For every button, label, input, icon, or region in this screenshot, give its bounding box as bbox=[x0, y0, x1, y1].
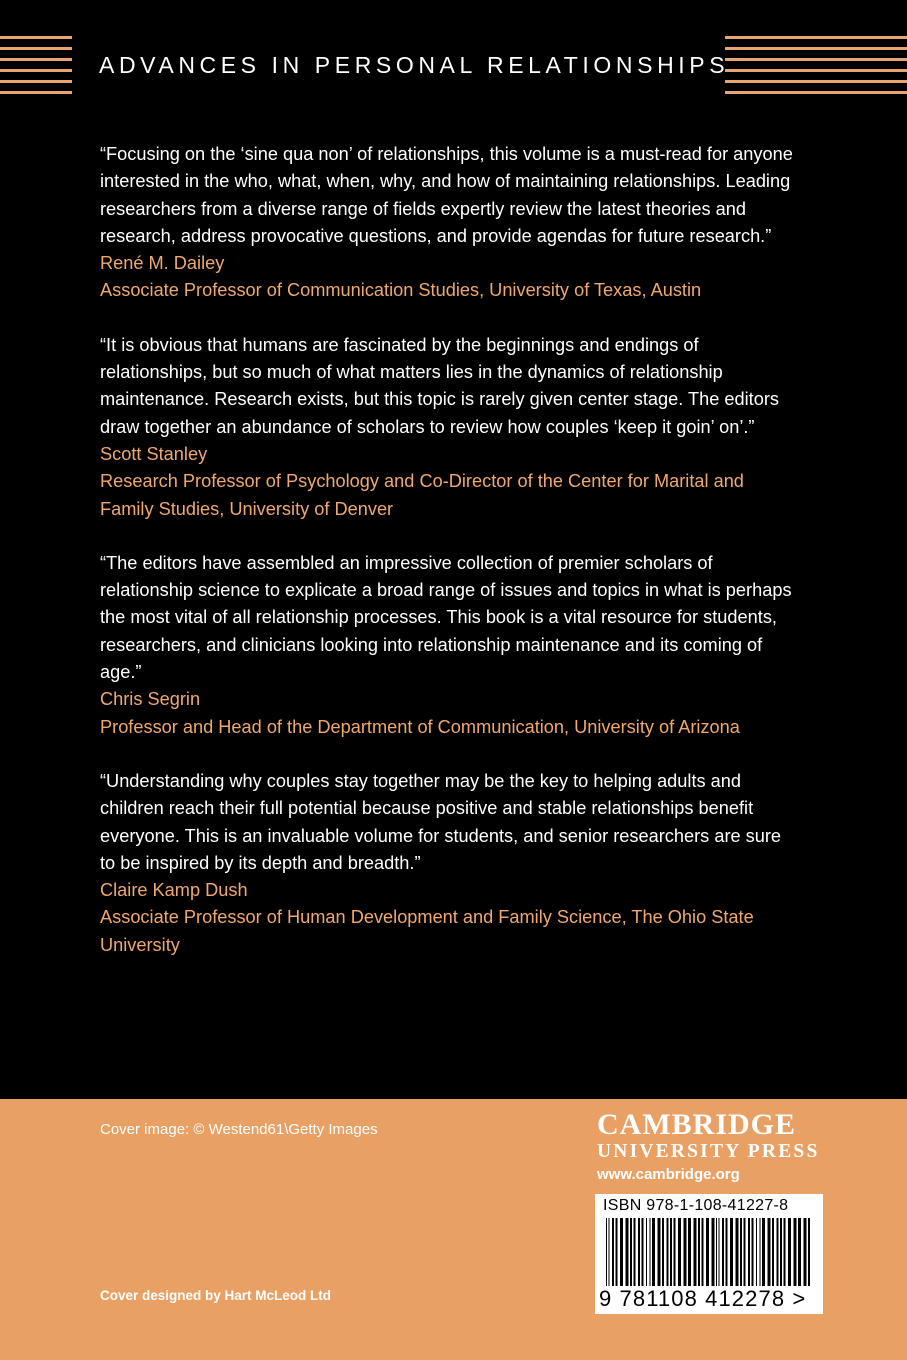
barcode-bar bbox=[616, 1218, 618, 1286]
decorative-stripes-left bbox=[0, 36, 72, 94]
publisher-name: CAMBRIDGE bbox=[597, 1108, 797, 1141]
endorsement bbox=[100, 141, 800, 305]
barcode-bar bbox=[740, 1218, 742, 1286]
publisher-url: www.cambridge.org bbox=[597, 1166, 740, 1183]
barcode-bar bbox=[609, 1218, 610, 1286]
endorsement-quote: “It is obvious that humans are fascinated by the beginnings and endings of relationships, but so much of what matters lies in the dynamics of relationship maintenance. Research exists, but this topic is rarely given center stage. The editors draw together an abundance of scholars to review how couples ‘keep it goin’ on’.” bbox=[100, 334, 780, 437]
barcode-bar bbox=[726, 1218, 728, 1286]
barcode-bar bbox=[772, 1218, 774, 1286]
barcode-bar bbox=[762, 1218, 765, 1286]
endorser-title: Professor and Head of the Department of Communication, University of Arizona bbox=[100, 716, 740, 737]
barcode-bar bbox=[722, 1218, 724, 1286]
barcode-bar bbox=[684, 1218, 687, 1286]
barcode-bar bbox=[650, 1218, 651, 1286]
barcode-bar bbox=[606, 1218, 607, 1286]
barcode-bar bbox=[748, 1218, 750, 1286]
endorser-title: Research Professor of Psychology and Co-Director of the Center for Marital and Family Studies, University of Denver bbox=[100, 471, 744, 519]
barcode-bar bbox=[768, 1218, 771, 1286]
barcode-bar bbox=[702, 1218, 704, 1286]
barcode-bar bbox=[678, 1218, 681, 1286]
barcode-bar bbox=[670, 1218, 672, 1286]
publisher-press: UNIVERSITY PRESS bbox=[597, 1141, 820, 1162]
barcode-bar bbox=[784, 1218, 786, 1286]
publisher-logo bbox=[597, 1109, 827, 1183]
barcode-bar bbox=[658, 1218, 661, 1286]
barcode-bar bbox=[719, 1218, 720, 1286]
barcode-bar bbox=[744, 1218, 746, 1286]
endorsement bbox=[100, 332, 800, 523]
barcode-bar bbox=[798, 1218, 801, 1286]
endorsement-quote: “Focusing on the ‘sine qua non’ of relationships, this volume is a must-read for anyone interested in the who, what, when, why, and how of maintaining relationships. Leading researchers from a diverse range of fields expertly review the latest theories and research, address provocative questions, and provide agendas for future research.” bbox=[100, 144, 793, 246]
barcode-bar bbox=[756, 1218, 757, 1286]
barcode-bar bbox=[780, 1218, 782, 1286]
barcode-bar bbox=[804, 1218, 807, 1286]
barcode-bar bbox=[634, 1218, 636, 1286]
barcode-bar bbox=[612, 1218, 614, 1286]
barcode-digits: 9 781108 412278 > bbox=[599, 1286, 807, 1311]
barcode-bar bbox=[698, 1218, 700, 1286]
barcode-bar bbox=[694, 1218, 697, 1286]
endorser-name: Claire Kamp Dush bbox=[100, 880, 248, 901]
barcode-bar bbox=[646, 1218, 647, 1286]
barcode-bar bbox=[630, 1218, 632, 1286]
barcode-bar bbox=[794, 1218, 797, 1286]
endorsement bbox=[100, 550, 800, 741]
barcode-bar bbox=[667, 1218, 669, 1286]
barcode-bar bbox=[662, 1218, 664, 1286]
barcode-bar bbox=[777, 1218, 779, 1286]
barcode-bar bbox=[752, 1218, 754, 1286]
isbn-text: ISBN 978-1-108-41227-8 bbox=[603, 1197, 789, 1214]
barcode-bar bbox=[652, 1218, 655, 1286]
endorser-name: René M. Dailey bbox=[100, 253, 225, 274]
series-title: ADVANCES IN PERSONAL RELATIONSHIPS bbox=[99, 52, 730, 78]
endorser-title: Associate Professor of Human Development and Family Science, The Ohio State University bbox=[100, 907, 754, 955]
barcode-bar bbox=[716, 1218, 717, 1286]
endorser-name: Chris Segrin bbox=[100, 689, 201, 710]
endorsement-quote: “The editors have assembled an impressive collection of premier scholars of relationship science to explicate a broad range of issues and topics in what is perhaps the most vital of all relationship processes. This book is a vital resource for students, researchers, and clinicians looking into relationship maintenance and its coming of age.” bbox=[100, 552, 792, 683]
barcode-bar bbox=[620, 1218, 623, 1286]
endorsement bbox=[100, 768, 800, 959]
barcode-bar bbox=[626, 1218, 629, 1286]
endorsements bbox=[100, 141, 800, 986]
barcode-bar bbox=[688, 1218, 691, 1286]
endorser-name: Scott Stanley bbox=[100, 443, 208, 464]
cover-designer-credit: Cover designed by Hart McLeod Ltd bbox=[100, 1288, 332, 1303]
endorsement-quote: “Understanding why couples stay together may be the key to helping adults and children reach their full potential because positive and stable relationships benefit everyone. This is an invaluable volume for students, and senior researchers are sure to be inspired by its depth and breadth.” bbox=[100, 770, 782, 873]
isbn-barcode bbox=[595, 1194, 823, 1314]
decorative-stripes-right bbox=[725, 36, 907, 94]
barcode-bar bbox=[736, 1218, 739, 1286]
barcode-bar bbox=[760, 1218, 761, 1286]
barcode-bar bbox=[788, 1218, 791, 1286]
barcode-bar bbox=[808, 1218, 810, 1286]
barcode-bar bbox=[712, 1218, 715, 1286]
footer-band bbox=[0, 1099, 907, 1360]
cover-image-credit: Cover image: © Westend61\Getty Images bbox=[100, 1121, 378, 1138]
barcode-bar bbox=[638, 1218, 640, 1286]
barcode-bar bbox=[642, 1218, 644, 1286]
barcode-bar bbox=[674, 1218, 676, 1286]
barcode-bar bbox=[706, 1218, 709, 1286]
barcode-bars bbox=[604, 1218, 814, 1286]
endorser-title: Associate Professor of Communication Studies, University of Texas, Austin bbox=[100, 280, 702, 301]
barcode-bar bbox=[730, 1218, 733, 1286]
